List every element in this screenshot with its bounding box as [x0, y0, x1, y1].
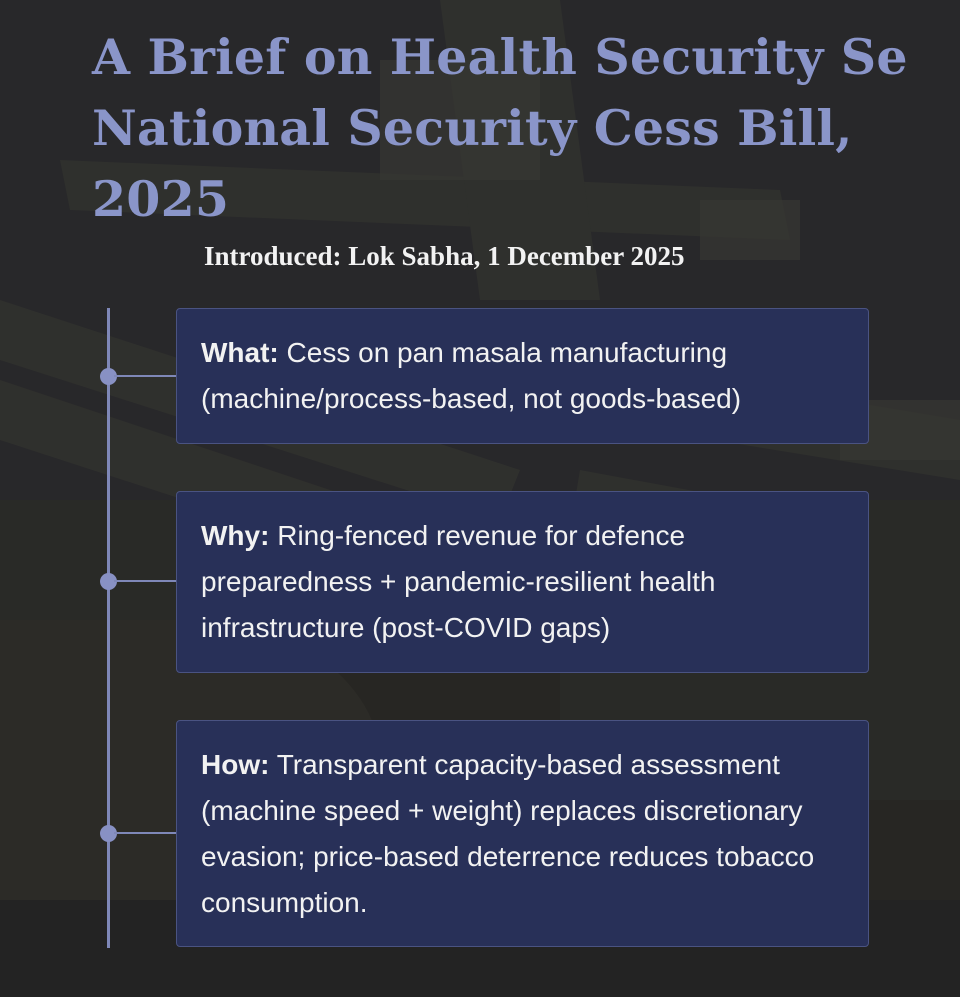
card-label: How:: [201, 748, 270, 780]
introduced-subtitle: Introduced: Lok Sabha, 1 December 2025: [204, 241, 685, 271]
card-body: Transparent capacity-based assessment (machine speed + weight) replaces discretionary evasion; price-based deterrence reduces tobacco consumption.: [201, 748, 815, 918]
timeline-connector: [114, 580, 176, 582]
page-title: A Brief on Health Security Se National Security Cess Bill, 2025: [92, 28, 908, 228]
card-label: Why:: [201, 520, 270, 551]
card-text: [201, 742, 848, 926]
timeline-connector: [114, 832, 176, 834]
card-body: Cess on pan masala manufacturing (machine/process-based, not goods-based): [201, 337, 742, 414]
card-text: [201, 513, 848, 651]
timeline-card-what: [176, 308, 869, 444]
card-label: What:: [201, 337, 279, 368]
timeline-connector: [114, 375, 176, 377]
timeline-card-how: [176, 720, 869, 947]
card-text: [201, 330, 848, 422]
timeline-card-why: [176, 491, 869, 673]
timeline-line: [107, 308, 110, 948]
card-body: Ring-fenced revenue for defence preparedness + pandemic-resilient health infrastructure (post-COVID gaps): [201, 520, 716, 643]
